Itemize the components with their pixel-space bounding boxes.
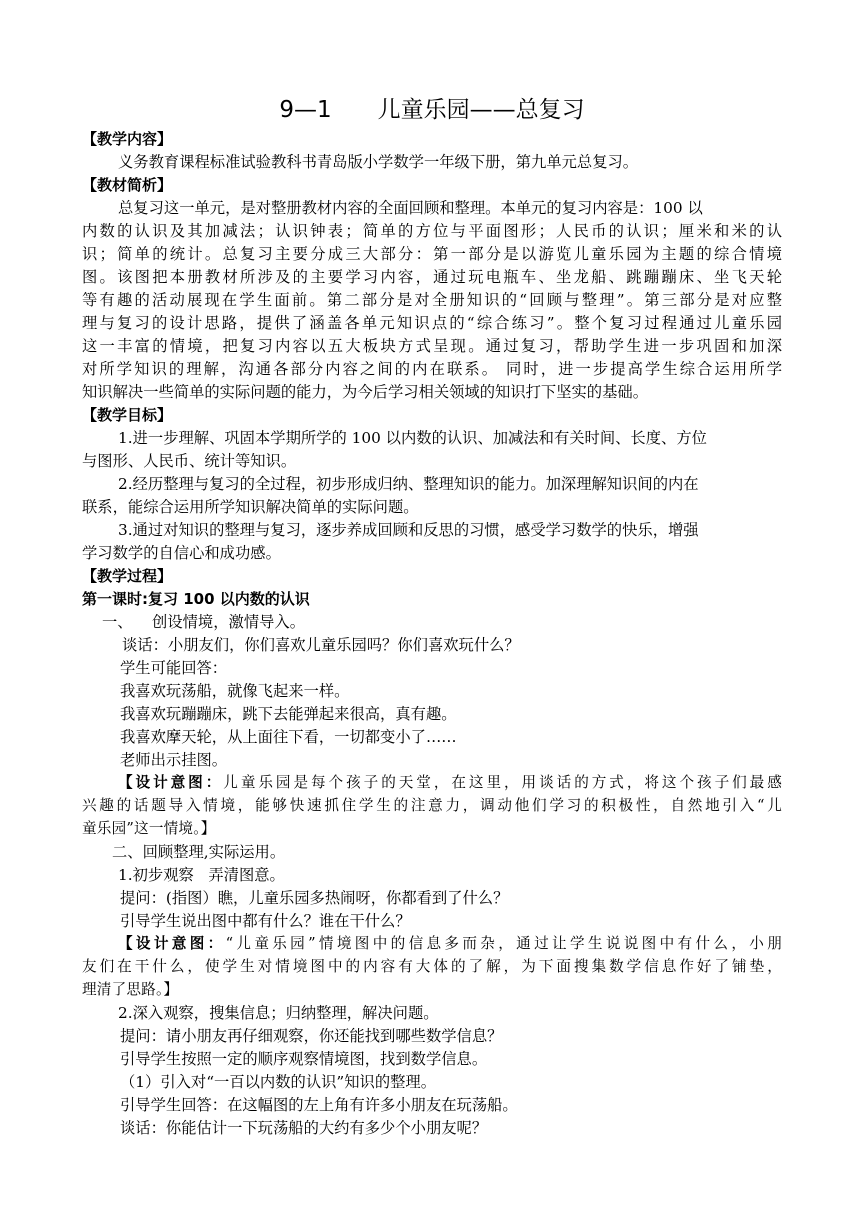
content-text: 义务教育课程标准试验教科书青岛版小学数学一年级下册，第九单元总复习。	[118, 153, 639, 171]
section-heading-analysis: 【教材简析】	[82, 176, 173, 194]
design-intent-text: 儿童乐园是每个孩子的天堂，在这里，用谈话的方式，将这个孩子们最感	[223, 774, 782, 791]
goal-line: 学习数学的自信心和成功感。	[82, 544, 281, 562]
process-line: 谈话：小朋友们，你们喜欢儿童乐园吗？你们喜欢玩什么？	[122, 636, 520, 654]
process-line: （1）引入对“一百以内数的认识”知识的整理。	[120, 1073, 437, 1091]
design-intent-line: 理清了思路。】	[82, 981, 179, 998]
analysis-line: 对所学知识的理解，沟通各部分内容之间的内在联系。 同时，进一步提高学生综合运用所学	[82, 360, 782, 378]
process-line: 引导学生按照一定的顺序观察情境图，找到数学信息。	[120, 1050, 488, 1068]
goal-line: 与图形、人民币、统计等知识。	[82, 452, 297, 470]
process-line: 1.初步观察 弄清图意。	[118, 866, 285, 884]
lesson-heading: 第一课时:复习 100 以内数的认识	[82, 590, 310, 608]
analysis-line: 图。该图把本册教材所涉及的主要学习内容，通过玩电瓶车、坐龙船、跳蹦蹦床、坐飞天轮	[82, 268, 782, 286]
process-line: 谈话：你能估计一下玩荡船的大约有多少个小朋友呢？	[120, 1119, 488, 1137]
analysis-line: 知识解决一些简单的实际问题的能力，为今后学习相关领域的知识打下坚实的基础。	[82, 383, 648, 401]
goal-line: 2.经历整理与复习的全过程，初步形成归纳、整理知识的能力。加深理解知识间的内在	[118, 475, 699, 493]
process-line: 一、 创设情境，激情导入。	[102, 613, 306, 631]
process-line: 我喜欢摩天轮，从上面往下看，一切都变小了……	[120, 728, 457, 746]
design-intent-text: “儿童乐园”情境图中的信息多而杂，通过让学生说说图中有什么，小朋	[225, 935, 782, 952]
analysis-line: 总复习这一单元，是对整册教材内容的全面回顾和整理。本单元的复习内容是：100 以	[118, 199, 703, 217]
process-line: 提问：(指图）瞧，儿童乐园多热闹呀，你都看到了什么？	[120, 889, 509, 907]
lesson-number: 9—1	[279, 97, 332, 123]
design-intent-line: 童乐园”这一情境。】	[82, 820, 216, 837]
process-line: 提问：请小朋友再仔细观察，你还能找到哪些数学信息？	[120, 1027, 503, 1045]
process-line: 二、回顾整理,实际运用。	[112, 843, 286, 861]
process-line: 我喜欢玩荡船，就像飞起来一样。	[120, 682, 350, 700]
process-line: 2.深入观察，搜集信息；归纳整理，解决问题。	[118, 1004, 439, 1022]
page-title	[82, 91, 782, 124]
design-intent-label: 【设计意图：	[118, 774, 224, 791]
design-intent-note	[118, 773, 782, 793]
analysis-line: 理与复习的设计思路，提供了涵盖各单元知识点的“综合练习”。整个复习过程通过儿童乐园	[82, 314, 782, 332]
section-heading-goals: 【教学目标】	[82, 406, 173, 424]
goal-line: 联系，能综合运用所学知识解决简单的实际问题。	[82, 498, 419, 516]
analysis-line: 这一丰富的情境，把复习内容以五大板块方式呈现。通过复习，帮助学生进一步巩固和加深	[82, 337, 782, 355]
process-line: 我喜欢玩蹦蹦床，跳下去能弹起来很高，真有趣。	[120, 705, 457, 723]
process-line: 老师出示挂图。	[120, 751, 228, 769]
process-line: 学生可能回答：	[120, 659, 228, 677]
analysis-line: 识；简单的统计。总复习主要分成三大部分：第一部分是以游览儿童乐园为主题的综合情境	[82, 245, 782, 263]
process-line: 引导学生说出图中都有什么？谁在干什么？	[120, 912, 411, 930]
design-intent-line: 友们在干什么，使学生对情境图中的内容有大体的了解，为下面搜集数学信息作好了铺垫，	[82, 958, 782, 975]
analysis-line: 内数的认识及其加减法；认识钟表；简单的方位与平面图形；人民币的认识；厘米和米的认	[82, 222, 782, 240]
goal-line: 3.通过对知识的整理与复习，逐步养成回顾和反思的习惯，感受学习数学的快乐，增强	[118, 521, 699, 539]
section-heading-content: 【教学内容】	[82, 130, 173, 148]
lesson-title: 儿童乐园——总复习	[377, 97, 585, 123]
design-intent-label: 【设计意图：	[118, 935, 226, 952]
design-intent-line: 兴趣的话题导入情境，能够快速抓住学生的注意力，调动他们学习的积极性，自然地引入“儿	[82, 797, 782, 814]
process-line: 引导学生回答：在这幅图的左上角有许多小朋友在玩荡船。	[120, 1096, 518, 1114]
section-heading-process: 【教学过程】	[82, 567, 173, 585]
goal-line: 1.进一步理解、巩固本学期所学的 100 以内数的认识、加减法和有关时间、长度、方位	[118, 429, 707, 447]
design-intent-note	[118, 934, 782, 954]
analysis-line: 等有趣的活动展现在学生面前。第二部分是对全册知识的“回顾与整理”。第三部分是对应整	[82, 291, 782, 309]
